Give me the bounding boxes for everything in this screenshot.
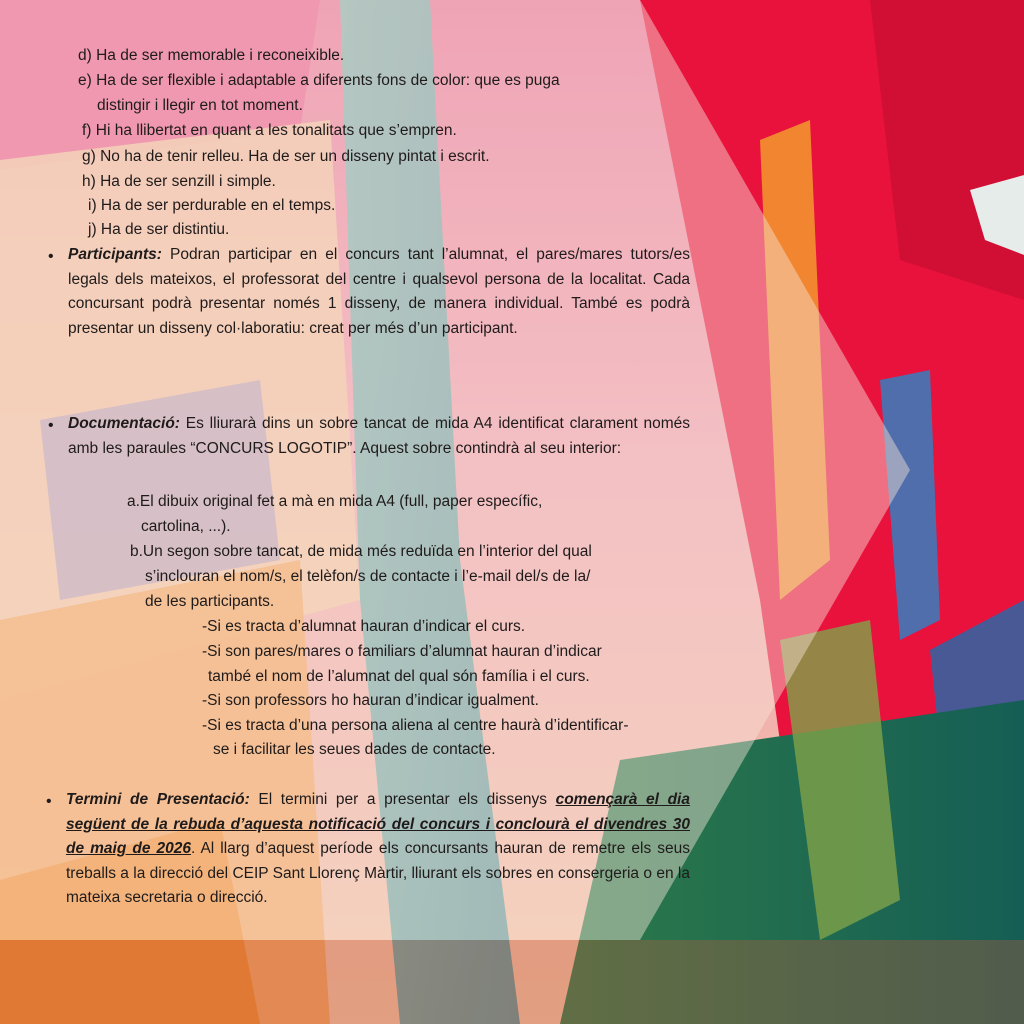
doc-sub-b: b.Un segon sobre tancat, de mida més reduïda en l’interior del qual	[130, 543, 592, 560]
doc-dash-4: -Si es tracta d’una persona aliena al centre haurà d’identificar-	[202, 717, 629, 734]
doc-dash-2-cont: també el nom de l’alumnat del qual són família i el curs.	[208, 668, 590, 685]
list-item-g: g) No ha de tenir relleu. Ha de ser un disseny pintat i escrit.	[82, 148, 490, 165]
bullet-documentacio: •	[48, 417, 54, 434]
participants-paragraph	[68, 243, 690, 341]
list-item-j: j) Ha de ser distintiu.	[88, 221, 230, 238]
bullet-participants: •	[48, 248, 54, 265]
participants-text: Podran participar en el concurs tant l’alumnat, el pares/mares tutors/es legals dels mateixos, el professorat del centre i qualsevol persona de la localitat. Cada concursant podrà presentar només 1 disseny, de manera individual. També es podrà presentar un disseny col·laboratiu: creat per més d’un participant.	[68, 246, 690, 337]
documentacio-paragraph	[68, 412, 690, 461]
doc-dash-4-cont: se i facilitar les seues dades de contacte.	[213, 741, 496, 758]
participants-heading: Participants:	[68, 246, 162, 263]
list-item-e-continuation: distingir i llegir en tot moment.	[97, 97, 303, 114]
doc-dash-2: -Si son pares/mares o familiars d’alumnat hauran d’indicar	[202, 643, 602, 660]
documentacio-text: Es lliurarà dins un sobre tancat de mida A4 identificat clarament només amb les paraules “CONCURS LOGOTIP”. Aquest sobre contindrà al seu interior:	[68, 415, 690, 457]
doc-sub-a-cont: cartolina, ...).	[141, 518, 231, 535]
documentacio-heading: Documentació:	[68, 415, 180, 432]
termini-text-1: El termini per a presentar els dissenys	[249, 791, 556, 808]
list-item-h: h) Ha de ser senzill i simple.	[82, 173, 276, 190]
doc-dash-3: -Si son professors ho hauran d’indicar igualment.	[202, 692, 539, 709]
list-item-d: d) Ha de ser memorable i reconeixible.	[78, 47, 345, 64]
doc-sub-b-cont1: s’inclouran el nom/s, el telèfon/s de contacte i l’e-mail del/s de la/	[145, 568, 591, 585]
doc-sub-a: a.El dibuix original fet a mà en mida A4 (full, paper específic,	[127, 493, 543, 510]
termini-paragraph	[66, 788, 690, 911]
doc-dash-1: -Si es tracta d’alumnat hauran d’indicar el curs.	[202, 618, 526, 635]
termini-deadline-highlight: començarà el dia següent de la rebuda d’aquesta notificació del concurs i conclourà el divendres 30 de maig de 2026	[66, 791, 690, 857]
termini-text-2: . Al llarg d’aquest període els concursants hauran de remetre els seus treballs a la direcció del CEIP Sant Llorenç Màrtir, lliurant els sobres en consergeria o en la mateixa secretaria o direcció.	[66, 840, 690, 906]
termini-heading: Termini de Presentació:	[66, 791, 250, 808]
list-item-f: f) Hi ha llibertat en quant a les tonalitats que s’empren.	[82, 122, 457, 139]
list-item-e: e) Ha de ser flexible i adaptable a diferents fons de color: que es puga	[78, 72, 560, 89]
list-item-i: i) Ha de ser perdurable en el temps.	[88, 197, 336, 214]
doc-sub-b-cont2: de les participants.	[145, 593, 275, 610]
bullet-termini: •	[46, 793, 52, 810]
